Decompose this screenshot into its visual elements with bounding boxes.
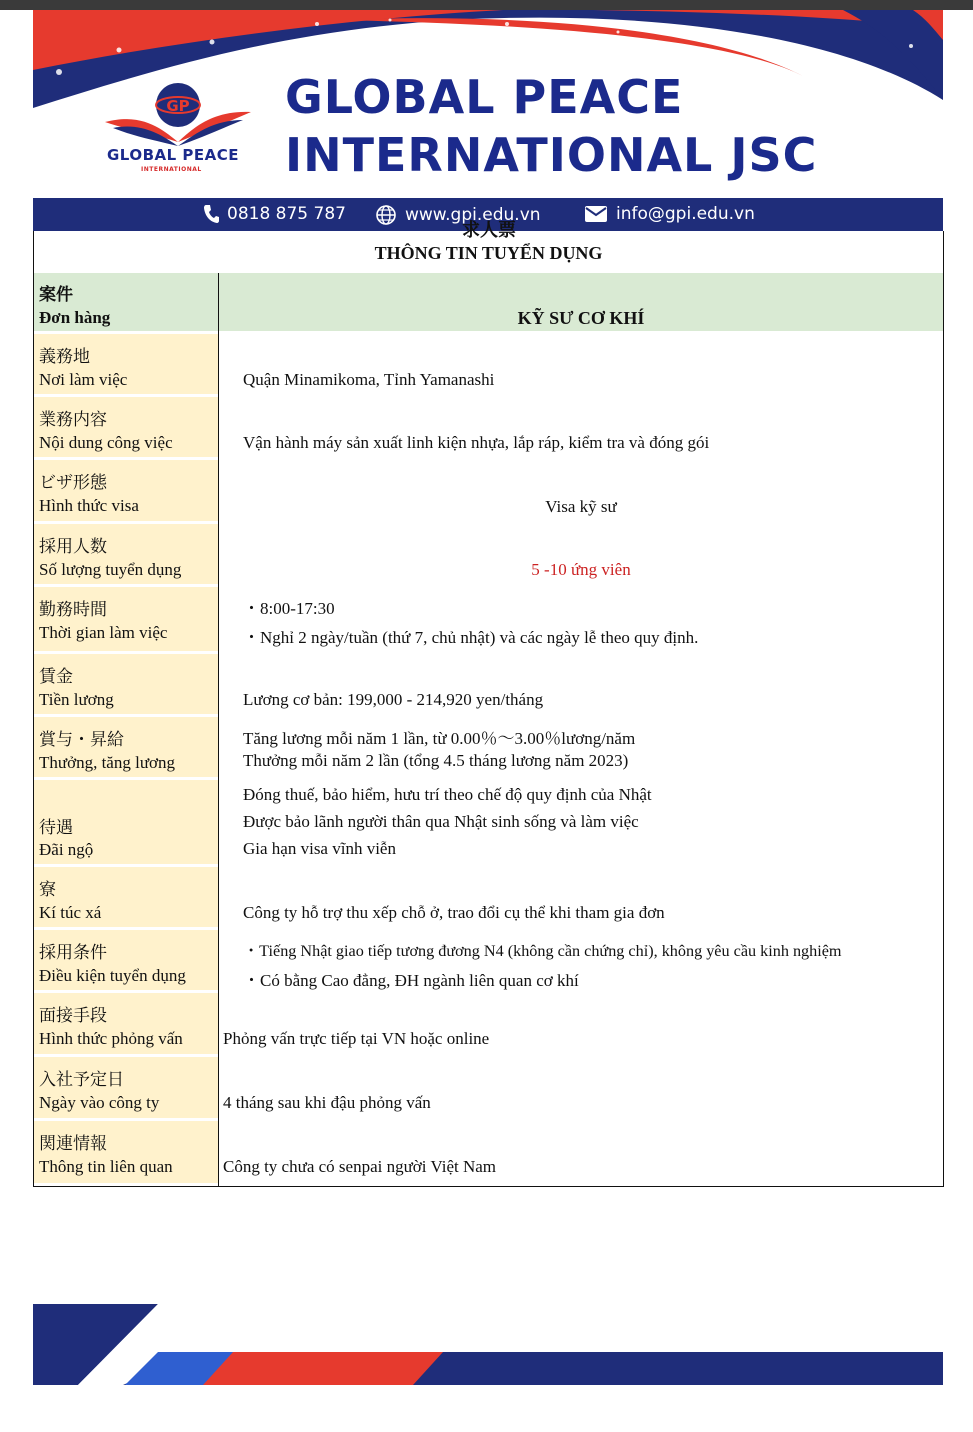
label-jp: 寮 [39,880,56,900]
value-benefits [219,780,943,867]
value-line: ・8:00-17:30 [243,599,335,618]
jp-document-title: 求人票 [462,220,516,240]
row-benefits [34,780,943,867]
label-requirements [34,930,218,993]
row-salary [34,654,943,717]
footer-stripes [33,1304,943,1385]
label-jp: 面接手段 [39,1006,107,1026]
label-jp: 関連情報 [39,1134,107,1154]
label-dormitory [34,867,218,930]
label-related-info [34,1121,218,1186]
value-line: Công ty chưa có senpai người Việt Nam [223,1157,497,1176]
label-vi: Đãi ngộ [39,840,94,859]
label-jp: 勤務時間 [39,600,107,620]
document-title: THÔNG TIN TUYỂN DỤNG [374,243,603,263]
label-jp: 賃金 [39,667,73,687]
label-jp: ビザ形態 [39,473,107,493]
label-jp: 待遇 [39,818,73,838]
row-hiring-count [34,524,943,587]
label-vi: Nơi làm việc [39,370,128,389]
logo-emblem [105,83,251,146]
value-line: Được bảo lãnh người thân qua Nhật sinh sống và làm việc [243,812,639,831]
label-start-date [34,1057,218,1121]
value-line: Lương cơ bản: 199,000 - 214,920 yen/tháng [243,690,544,709]
globe-icon [375,204,397,226]
value-related-info [219,1121,943,1186]
company-name [285,68,817,184]
contact-phone[interactable] [203,204,346,224]
label-vi: Ngày vào công ty [39,1093,160,1112]
logo-text: GLOBAL PEACE [107,146,240,164]
svg-text:GP: GP [166,97,190,115]
label-vi: Hình thức phỏng vấn [39,1029,183,1048]
label-working-hours [34,587,218,654]
label-salary [34,654,218,717]
contact-email[interactable] [584,204,755,224]
row-bonus-raise [34,717,943,780]
footer-decoration [33,1304,943,1385]
row-work-location [34,334,943,397]
value-start-date [219,1057,943,1121]
label-vi: Thông tin liên quan [39,1157,173,1176]
row-related-info [34,1121,943,1186]
label-jp: 採用人数 [39,537,107,557]
label-bonus-raise [34,717,218,780]
value-line: 4 tháng sau khi đậu phỏng vấn [223,1093,431,1112]
phone-number: 0818 875 787 [227,204,346,224]
label-job-content [34,397,218,460]
order-value: KỸ SƯ CƠ KHÍ [517,308,645,328]
value-working-hours [219,587,943,654]
row-job-content [34,397,943,460]
label-vi: Thưởng, tăng lương [39,753,176,772]
value-line: Phỏng vấn trực tiếp tại VN hoặc online [223,1029,490,1048]
order-row [34,273,943,334]
label-jp: 賞与・昇給 [39,730,124,750]
label-jp: 入社予定日 [39,1070,124,1090]
company-name-line1: GLOBAL PEACE [285,70,684,124]
value-line: ・Có bằng Cao đẳng, ĐH ngành liên quan cơ khí [243,971,579,990]
label-vi: Hình thức visa [39,496,139,515]
top-status-strip [0,0,973,10]
company-banner [33,10,943,200]
value-line: Gia hạn visa vĩnh viễn [243,839,396,858]
value-work-location [219,334,943,397]
order-label [34,273,218,334]
value-line: Tăng lương mỗi năm 1 lần, từ 0.00％～3.00％lương/năm [243,729,636,748]
label-vi: Kí túc xá [39,903,102,922]
value-line: ・Tiếng Nhật giao tiếp tương đương N4 (không cần chứng chỉ), không yêu cầu kinh nghiệm [243,942,842,960]
label-vi: Tiền lương [39,690,114,709]
value-line: Đóng thuế, bảo hiểm, hưu trí theo chế độ quy định của Nhật [243,785,652,804]
company-name-line2: INTERNATIONAL JSC [285,128,818,182]
value-visa-type [219,460,943,524]
label-work-location [34,334,218,397]
value-line: Thưởng mỗi năm 2 lần (tổng 4.5 tháng lương năm 2023) [243,751,629,770]
value-requirements [219,930,943,993]
value-line: ・Nghỉ 2 ngày/tuần (thứ 7, chủ nhật) và các ngày lễ theo quy định. [243,628,699,647]
label-jp: 採用条件 [39,943,107,963]
row-dormitory [34,867,943,930]
label-hiring-count [34,524,218,587]
row-interview-method [34,993,943,1057]
value-line: Visa kỹ sư [545,497,617,516]
label-benefits [34,780,218,867]
logo-subtext: INTERNATIONAL [141,166,202,173]
value-salary [219,654,943,717]
email-address: info@gpi.edu.vn [616,204,755,224]
row-visa-type [34,460,943,524]
value-bonus-raise [219,717,943,780]
value-job-content [219,397,943,460]
row-requirements [34,930,943,993]
label-vi: Thời gian làm việc [39,623,168,642]
label-vi: Nội dung công việc [39,433,173,452]
value-line: 5 -10 ứng viên [531,560,631,579]
value-line: Công ty hỗ trợ thu xếp chỗ ở, trao đổi cụ thể khi tham gia đơn [243,903,665,922]
row-start-date [34,1057,943,1121]
row-working-hours [34,587,943,654]
order-value-cell [219,273,943,334]
order-label-jp: 案件 [39,285,73,305]
value-dormitory [219,867,943,930]
label-vi: Số lượng tuyển dụng [39,560,182,579]
label-visa-type [34,460,218,524]
value-line: Vận hành máy sản xuất linh kiện nhựa, lắp ráp, kiểm tra và đóng gói [243,433,710,452]
value-line: Quận Minamikoma, Tỉnh Yamanashi [243,370,495,389]
value-interview-method [219,993,943,1057]
value-hiring-count [219,524,943,587]
label-vi: Điều kiện tuyển dụng [39,966,186,985]
label-jp: 義務地 [39,347,90,367]
order-label-vi: Đơn hàng [39,308,111,327]
label-interview-method [34,993,218,1057]
website-url: www.gpi.edu.vn [405,205,541,225]
phone-icon [203,204,219,224]
mail-icon [584,205,608,223]
recruitment-table [33,231,944,1187]
label-jp: 業務内容 [39,410,107,430]
column-divider [218,273,219,1186]
